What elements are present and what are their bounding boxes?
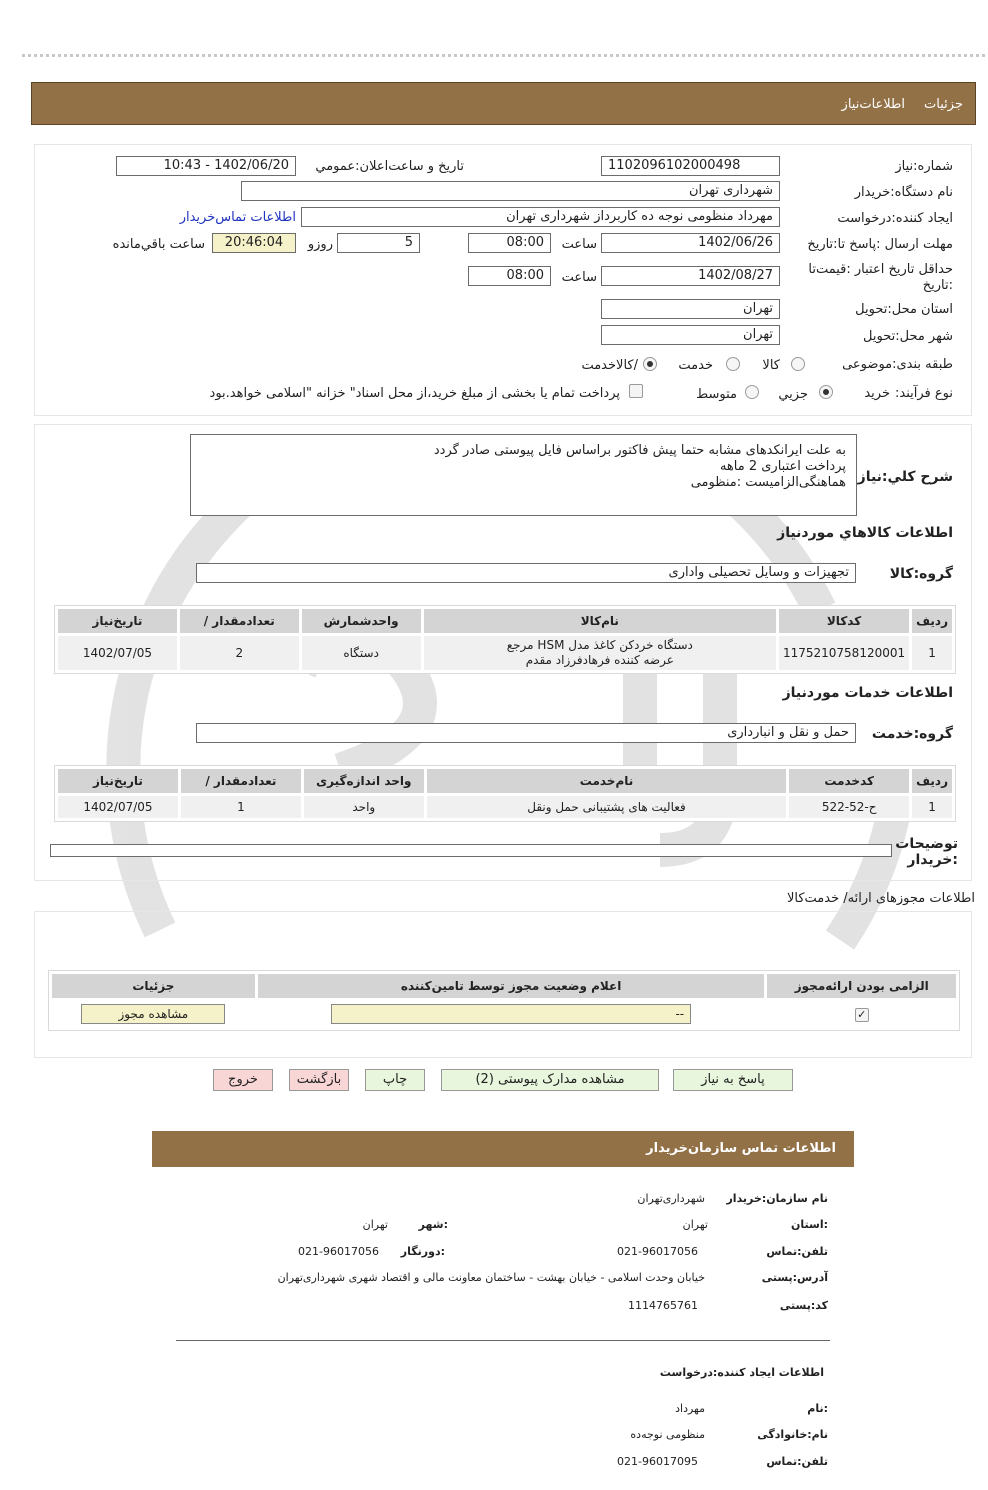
view-attachments-button[interactable]: مشاهده مدارک پیوستی (2) (441, 1069, 659, 1091)
treasury-payment-note: پرداخت تمام يا بخشی از مبلغ خريد،از محل اسناد" خزانه "اسلامی خواهد.بود (209, 386, 620, 401)
cell-name-line2: عرضه کننده فرهادفرزاد مقدم (525, 653, 674, 667)
cell-unit: واحد (304, 796, 424, 818)
buyer-label: نام دستگاه:خريدار (854, 185, 953, 200)
goods-table (54, 605, 956, 674)
col-row: رديف (912, 609, 952, 633)
services-section-title: اطلاعات خدمات موردنياز (782, 685, 953, 701)
org-value: شهرداری‌تهران (637, 1192, 705, 1205)
category-goods-service-label: /کالاخدمت (581, 358, 638, 373)
process-type-label: نوع فرآيند: (895, 386, 953, 401)
col-name: نام‌خدمت (427, 769, 786, 793)
send-date-field[interactable]: 1402/06/26 (601, 233, 780, 253)
fax-label: :دورنگار (400, 1245, 445, 1258)
treasury-payment-checkbox[interactable] (629, 384, 643, 398)
creator-label: ايجاد کننده:درخواست (837, 211, 953, 226)
cell-name (424, 636, 776, 670)
category-service-radio[interactable] (726, 357, 740, 371)
remaining-time-field: 20:46:04 (212, 233, 296, 253)
description-box (190, 434, 857, 516)
city-label: شهر محل:تحويل (863, 329, 953, 344)
process-medium-radio[interactable] (745, 385, 759, 399)
cell-row: 1 (912, 636, 952, 670)
city-label: :شهر (418, 1218, 448, 1231)
family-value: منظومی نوجه‌ده (630, 1428, 705, 1441)
name-value: مهرداد (675, 1402, 705, 1415)
province-label: استان محل:تحويل (855, 302, 953, 317)
table-header-row (52, 974, 956, 998)
services-group-field[interactable]: حمل و نقل و انبارداری (196, 723, 856, 743)
send-time-label: ساعت (561, 237, 597, 252)
buyer-notes-label-2: :خريدار (907, 852, 958, 868)
buyer-notes-field[interactable] (50, 844, 892, 857)
col-unit: واحد اندازه‌گيری (304, 769, 424, 793)
creator-phone-value: 021-96017095 (617, 1455, 698, 1468)
announce-date-field[interactable]: 1402/06/20 - 10:43 (116, 156, 296, 176)
col-date: تاريخ‌نياز (58, 609, 177, 633)
goods-group-label: گروه:کالا (889, 566, 953, 582)
phone-value: 021-96017056 (617, 1245, 698, 1258)
page-title-bar (31, 82, 976, 125)
category-goods-service-radio[interactable] (643, 357, 657, 371)
top-divider (22, 54, 985, 57)
cell-code: 1175210758120001 (779, 636, 909, 670)
print-button[interactable]: چاپ (365, 1069, 425, 1091)
province-field[interactable]: تهران (601, 299, 780, 319)
address-value: خیابان وحدت اسلامی - خیابان بهشت - ساختمان معاونت مالی و اقتصاد شهری شهرداری‌تهران (277, 1271, 705, 1284)
contact-title-bar (152, 1131, 854, 1167)
col-permit-details: جزئيات (52, 974, 255, 998)
creator-phone-label: تلفن:تماس (766, 1455, 828, 1468)
creator-info-title: اطلاعات ایجاد کننده:درخواست (659, 1366, 824, 1379)
col-permit-status: اعلام وضعيت مجوز توسط تامين‌کننده (258, 974, 765, 998)
category-goods-label: کالا (762, 358, 780, 373)
send-deadline-label: مهلت ارسال :پاسخ تا:تاريخ (807, 237, 953, 252)
process-partial-radio[interactable] (819, 385, 833, 399)
col-qty: تعدادمقدار / (180, 609, 299, 633)
name-label: :نام (807, 1402, 828, 1415)
cell-permit-status (258, 1001, 765, 1027)
table-header-row (58, 769, 952, 793)
creator-field[interactable]: مهرداد منظومی نوجه ده کاربرداز شهرداری تهران (301, 207, 780, 227)
price-time-label: ساعت (561, 270, 597, 285)
reply-button[interactable]: پاسخ به نياز (673, 1069, 793, 1091)
cell-qty: 1 (181, 796, 301, 818)
exit-button[interactable]: خروج (213, 1069, 273, 1091)
table-header-row (58, 609, 952, 633)
org-label: نام سازمان:خريدار (726, 1192, 828, 1205)
permit-status-field[interactable]: -- (331, 1004, 691, 1024)
family-label: نام:خانوادگی (757, 1428, 828, 1441)
permit-required-checkbox[interactable]: ✓ (855, 1008, 869, 1022)
need-number-label: شماره:نیاز (895, 159, 953, 174)
cell-date: 1402/07/05 (58, 796, 178, 818)
description-line: پرداخت اعتباری 2 ماهه (719, 459, 846, 474)
postal-code-value: 1114765761 (628, 1299, 698, 1312)
col-row: رديف (912, 769, 952, 793)
table-row (52, 1001, 956, 1027)
services-table (54, 765, 956, 822)
col-permit-required: الزامی بودن ارائه‌مجوز (767, 974, 956, 998)
col-unit: واحدشمارش (302, 609, 421, 633)
city-value: تهران (362, 1218, 388, 1231)
col-qty: تعدادمقدار / (181, 769, 301, 793)
days-label: روزو (307, 237, 333, 252)
price-valid-label-2: :تاريخ (922, 278, 953, 293)
cell-name-line1: دستگاه خردکن کاغذ مدل HSM مرجع (506, 638, 693, 652)
table-row[interactable] (58, 636, 952, 670)
col-date: تاريخ‌نياز (58, 769, 178, 793)
phone-label: تلفن:تماس (766, 1245, 828, 1258)
goods-group-field[interactable]: تجهيزات و وسايل تحصيلی واداری (196, 563, 856, 583)
col-code: کدخدمت (789, 769, 909, 793)
need-number-field[interactable]: 1102096102000498 (601, 156, 780, 176)
cell-code: ح-52-522 (789, 796, 909, 818)
table-row[interactable] (58, 796, 952, 818)
process-medium-label: متوسط (696, 387, 737, 402)
goods-section-title: اطلاعات کالاهاي موردنياز (777, 525, 953, 541)
permits-table (48, 970, 960, 1031)
back-button[interactable]: بازگشت (289, 1069, 349, 1091)
cell-qty: 2 (180, 636, 299, 670)
contact-divider (176, 1340, 830, 1341)
fax-value: 021-96017056 (298, 1245, 379, 1258)
tab-details[interactable]: جزئیات (924, 97, 963, 112)
process-buy-label: خريد (864, 386, 890, 401)
permits-title: اطلاعات مجوزهای ارائه/ خدمت‌کالا (786, 891, 975, 906)
process-partial-label: جزيي (778, 387, 808, 402)
buyer-contact-link[interactable]: اطلاعات تماس‌خريدار (179, 210, 296, 225)
category-goods-radio[interactable] (791, 357, 805, 371)
tab-need-info[interactable]: اطلاعات‌نیاز (841, 97, 905, 112)
address-label: آدرس:پستی (761, 1271, 828, 1284)
cell-name: فعاليت های پشتيبانی حمل ونقل (427, 796, 786, 818)
col-code: کدکالا (779, 609, 909, 633)
days-field[interactable]: 5 (337, 233, 420, 253)
province-value: تهران (682, 1218, 708, 1231)
description-line: به علت ایرانکدهای مشابه حتما پیش فاکتور براساس فایل پیوستی صادر گردد (433, 443, 846, 458)
cell-unit: دستگاه (302, 636, 421, 670)
view-permit-button[interactable]: مشاهده مجوز (81, 1004, 225, 1024)
services-group-label: گروه:خدمت (871, 726, 953, 742)
buyer-notes-label: توضيحات (895, 836, 958, 852)
province-label: :استان (791, 1218, 828, 1231)
category-service-label: خدمت (678, 358, 713, 373)
price-date-field[interactable]: 1402/08/27 (601, 266, 780, 286)
description-label: شرح کلي:نياز (857, 469, 953, 485)
city-field[interactable]: تهران (601, 325, 780, 345)
postal-code-label: کد:پستی (779, 1299, 828, 1312)
cell-row: 1 (912, 796, 952, 818)
remaining-label: ساعت باقي‌مانده (112, 237, 205, 252)
cell-date: 1402/07/05 (58, 636, 177, 670)
contact-title: اطلاعات تماس سازمان‌خريدار (646, 1141, 836, 1156)
cell-permit-details (52, 1001, 255, 1027)
price-valid-label: حداقل تاريخ اعتبار :قيمت‌تا (808, 262, 953, 277)
cell-permit-required (767, 1001, 956, 1027)
col-name: نام‌کالا (424, 609, 776, 633)
price-time-field[interactable]: 08:00 (468, 266, 551, 286)
send-time-field[interactable]: 08:00 (468, 233, 551, 253)
category-label: طبقه بندی:موضوعی (842, 357, 953, 372)
description-line: هماهنگی‌الزامیست :منظومی (690, 475, 846, 490)
buyer-field[interactable]: شهرداری تهران (241, 181, 780, 201)
announce-date-label: تاریخ و ساعت‌اعلان:عمومي (315, 159, 464, 174)
